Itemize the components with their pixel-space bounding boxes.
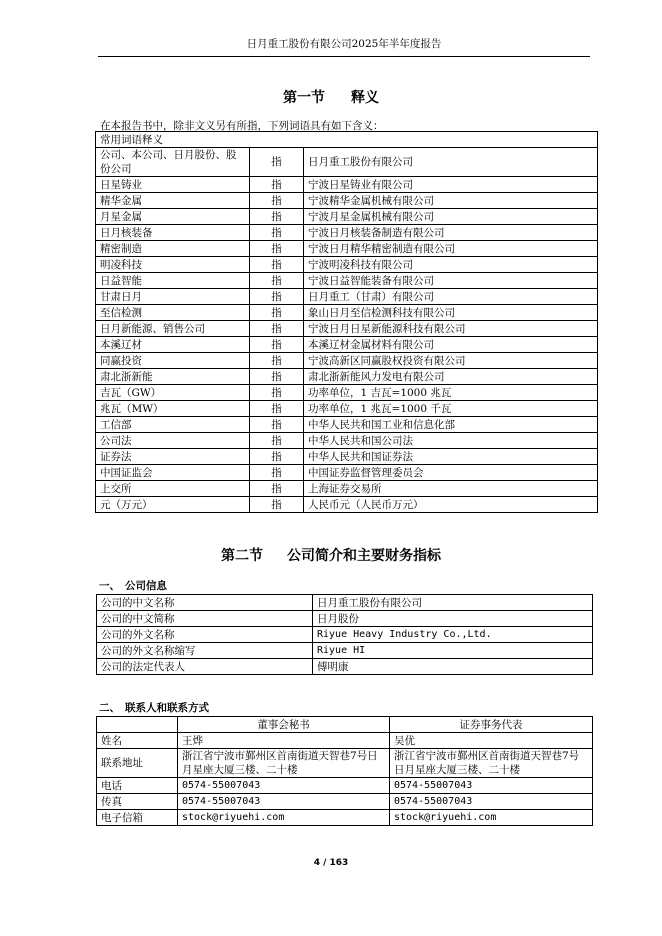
definition-operator: 指 bbox=[250, 337, 304, 353]
company-info-heading bbox=[99, 578, 167, 593]
definition-meaning: 肃北浙新能风力发电有限公司 bbox=[304, 369, 598, 385]
definition-meaning: 人民币元（人民币万元） bbox=[304, 497, 598, 513]
definition-operator: 指 bbox=[250, 148, 304, 177]
definition-meaning: 功率单位，1 吉瓦=1000 兆瓦 bbox=[304, 385, 598, 401]
definition-meaning: 宁波明凌科技有限公司 bbox=[304, 257, 598, 273]
definition-operator: 指 bbox=[250, 497, 304, 513]
contact-label: 姓名 bbox=[97, 733, 178, 749]
definition-term: 公司法 bbox=[96, 433, 250, 449]
definition-operator: 指 bbox=[250, 289, 304, 305]
definition-meaning: 宁波日月精华精密制造有限公司 bbox=[304, 241, 598, 257]
section-2-title bbox=[0, 545, 662, 565]
definition-operator: 指 bbox=[250, 481, 304, 497]
definition-row bbox=[96, 321, 598, 337]
contact-row bbox=[97, 749, 593, 778]
definition-term: 兆瓦（MW） bbox=[96, 401, 250, 417]
company-info-label: 公司信息 bbox=[125, 580, 167, 592]
definition-term: 日益智能 bbox=[96, 273, 250, 289]
definition-row bbox=[96, 193, 598, 209]
definition-term: 日星铸业 bbox=[96, 177, 250, 193]
definition-row bbox=[96, 401, 598, 417]
definitions-table bbox=[95, 131, 598, 513]
header-divider bbox=[98, 56, 590, 57]
company-info-table bbox=[96, 594, 593, 675]
definition-operator: 指 bbox=[250, 305, 304, 321]
contact-row bbox=[97, 778, 593, 794]
contact-row bbox=[97, 733, 593, 749]
definition-term: 日月核装备 bbox=[96, 225, 250, 241]
definition-term: 同赢投资 bbox=[96, 353, 250, 369]
contacts-header-empty bbox=[97, 717, 178, 733]
definition-term: 中国证监会 bbox=[96, 465, 250, 481]
contact-row bbox=[97, 810, 593, 826]
company-info-label: 公司的外文名称缩写 bbox=[97, 643, 313, 659]
definition-term: 月星金属 bbox=[96, 209, 250, 225]
company-info-label: 公司的中文简称 bbox=[97, 611, 313, 627]
company-info-row bbox=[97, 595, 593, 611]
definition-operator: 指 bbox=[250, 177, 304, 193]
definition-row bbox=[96, 148, 598, 177]
definition-row bbox=[96, 449, 598, 465]
definition-operator: 指 bbox=[250, 353, 304, 369]
section-1-heading: 释义 bbox=[351, 90, 379, 106]
definition-term: 工信部 bbox=[96, 417, 250, 433]
company-info-row bbox=[97, 627, 593, 643]
definition-row bbox=[96, 385, 598, 401]
definition-term: 至信检测 bbox=[96, 305, 250, 321]
definition-term: 本溪辽材 bbox=[96, 337, 250, 353]
definition-operator: 指 bbox=[250, 369, 304, 385]
definition-row bbox=[96, 369, 598, 385]
contacts-label: 联系人和联系方式 bbox=[125, 702, 209, 714]
definition-row bbox=[96, 273, 598, 289]
definition-meaning: 日月重工股份有限公司 bbox=[304, 148, 598, 177]
contact-secretary-value: 浙江省宁波市鄞州区首南街道天智巷7号日月星座大厦三楼、二十楼 bbox=[178, 749, 390, 778]
company-info-number: 一、 bbox=[99, 580, 120, 592]
contact-rep-value: 吴优 bbox=[390, 733, 593, 749]
definition-row bbox=[96, 497, 598, 513]
company-info-value: 日月重工股份有限公司 bbox=[313, 595, 593, 611]
definition-meaning: 宁波月星金属机械有限公司 bbox=[304, 209, 598, 225]
contact-secretary-value: 王烨 bbox=[178, 733, 390, 749]
contact-label: 联系地址 bbox=[97, 749, 178, 778]
definition-meaning: 中华人民共和国证券法 bbox=[304, 449, 598, 465]
contact-secretary-value: 0574-55007043 bbox=[178, 778, 390, 794]
company-info-value: Riyue Heavy Industry Co.,Ltd. bbox=[313, 627, 593, 643]
definition-row bbox=[96, 353, 598, 369]
definition-meaning: 中华人民共和国公司法 bbox=[304, 433, 598, 449]
definition-row bbox=[96, 465, 598, 481]
company-info-label: 公司的法定代表人 bbox=[97, 659, 313, 675]
definition-term: 甘肃日月 bbox=[96, 289, 250, 305]
definition-operator: 指 bbox=[250, 465, 304, 481]
definition-meaning: 中华人民共和国工业和信息化部 bbox=[304, 417, 598, 433]
definition-meaning: 上海证券交易所 bbox=[304, 481, 598, 497]
definition-meaning: 宁波日月日星新能源科技有限公司 bbox=[304, 321, 598, 337]
definition-term: 吉瓦（GW） bbox=[96, 385, 250, 401]
company-info-value: 傅明康 bbox=[313, 659, 593, 675]
contact-label: 电子信箱 bbox=[97, 810, 178, 826]
contact-label: 传真 bbox=[97, 794, 178, 810]
section-1-title bbox=[0, 87, 662, 107]
contacts-header-row bbox=[97, 717, 593, 733]
definition-operator: 指 bbox=[250, 241, 304, 257]
definition-operator: 指 bbox=[250, 417, 304, 433]
definition-operator: 指 bbox=[250, 433, 304, 449]
definition-meaning: 宁波日益智能装备有限公司 bbox=[304, 273, 598, 289]
company-info-row bbox=[97, 659, 593, 675]
company-info-label: 公司的外文名称 bbox=[97, 627, 313, 643]
contacts-table bbox=[96, 716, 593, 826]
col-securities-rep: 证券事务代表 bbox=[390, 717, 593, 733]
definition-meaning: 宁波精华金属机械有限公司 bbox=[304, 193, 598, 209]
definition-meaning: 中国证券监督管理委员会 bbox=[304, 465, 598, 481]
definition-row bbox=[96, 177, 598, 193]
contact-label: 电话 bbox=[97, 778, 178, 794]
definition-operator: 指 bbox=[250, 321, 304, 337]
definition-term: 元（万元） bbox=[96, 497, 250, 513]
definition-operator: 指 bbox=[250, 449, 304, 465]
definition-row bbox=[96, 209, 598, 225]
definition-row bbox=[96, 417, 598, 433]
definition-meaning: 象山日月至信检测科技有限公司 bbox=[304, 305, 598, 321]
definition-row bbox=[96, 241, 598, 257]
company-info-label: 公司的中文名称 bbox=[97, 595, 313, 611]
contacts-heading bbox=[99, 700, 209, 715]
definition-term: 证券法 bbox=[96, 449, 250, 465]
definition-term: 精密制造 bbox=[96, 241, 250, 257]
definition-term: 精华金属 bbox=[96, 193, 250, 209]
definition-row bbox=[96, 257, 598, 273]
definitions-heading: 常用词语释义 bbox=[96, 132, 598, 148]
contacts-number: 二、 bbox=[99, 702, 120, 714]
definition-operator: 指 bbox=[250, 225, 304, 241]
definition-row bbox=[96, 289, 598, 305]
intro-text: 在本报告书中，除非文义另有所指，下列词语具有如下含义： bbox=[100, 120, 384, 132]
definition-operator: 指 bbox=[250, 401, 304, 417]
definition-meaning: 宁波日月核装备制造有限公司 bbox=[304, 225, 598, 241]
section-1-number: 第一节 bbox=[283, 90, 325, 106]
definition-meaning: 宁波高新区同赢股权投资有限公司 bbox=[304, 353, 598, 369]
contact-rep-value: 0574-55007043 bbox=[390, 794, 593, 810]
definition-term: 上交所 bbox=[96, 481, 250, 497]
contact-secretary-value: stock@riyuehi.com bbox=[178, 810, 390, 826]
definition-term: 日月新能源、销售公司 bbox=[96, 321, 250, 337]
company-info-row bbox=[97, 643, 593, 659]
definition-operator: 指 bbox=[250, 385, 304, 401]
definition-row bbox=[96, 225, 598, 241]
contact-rep-value: 浙江省宁波市鄞州区首南街道天智巷7号日月星座大厦三楼、二十楼 bbox=[390, 749, 593, 778]
definition-term: 明凌科技 bbox=[96, 257, 250, 273]
definition-meaning: 本溪辽材金属材料有限公司 bbox=[304, 337, 598, 353]
definition-meaning: 功率单位，1 兆瓦=1000 千瓦 bbox=[304, 401, 598, 417]
col-secretary: 董事会秘书 bbox=[178, 717, 390, 733]
definition-row bbox=[96, 481, 598, 497]
contact-secretary-value: 0574-55007043 bbox=[178, 794, 390, 810]
definition-meaning: 宁波日星铸业有限公司 bbox=[304, 177, 598, 193]
definition-operator: 指 bbox=[250, 209, 304, 225]
contact-rep-value: stock@riyuehi.com bbox=[390, 810, 593, 826]
section-2-number: 第二节 bbox=[221, 548, 263, 564]
definitions-heading-row bbox=[96, 132, 598, 148]
company-info-value: Riyue HI bbox=[313, 643, 593, 659]
definition-row bbox=[96, 337, 598, 353]
section-2-heading: 公司简介和主要财务指标 bbox=[287, 548, 441, 564]
report-header: 日月重工股份有限公司2025年半年度报告 bbox=[246, 38, 442, 50]
definition-row bbox=[96, 433, 598, 449]
definition-row bbox=[96, 305, 598, 321]
company-info-value: 日月股份 bbox=[313, 611, 593, 627]
definition-operator: 指 bbox=[250, 273, 304, 289]
definition-meaning: 日月重工（甘肃）有限公司 bbox=[304, 289, 598, 305]
definition-operator: 指 bbox=[250, 193, 304, 209]
page-number: 4 / 163 bbox=[313, 858, 349, 868]
contact-rep-value: 0574-55007043 bbox=[390, 778, 593, 794]
definition-term: 肃北浙新能 bbox=[96, 369, 250, 385]
contact-row bbox=[97, 794, 593, 810]
definition-operator: 指 bbox=[250, 257, 304, 273]
company-info-row bbox=[97, 611, 593, 627]
definition-term: 公司、本公司、日月股份、股份公司 bbox=[96, 148, 250, 177]
